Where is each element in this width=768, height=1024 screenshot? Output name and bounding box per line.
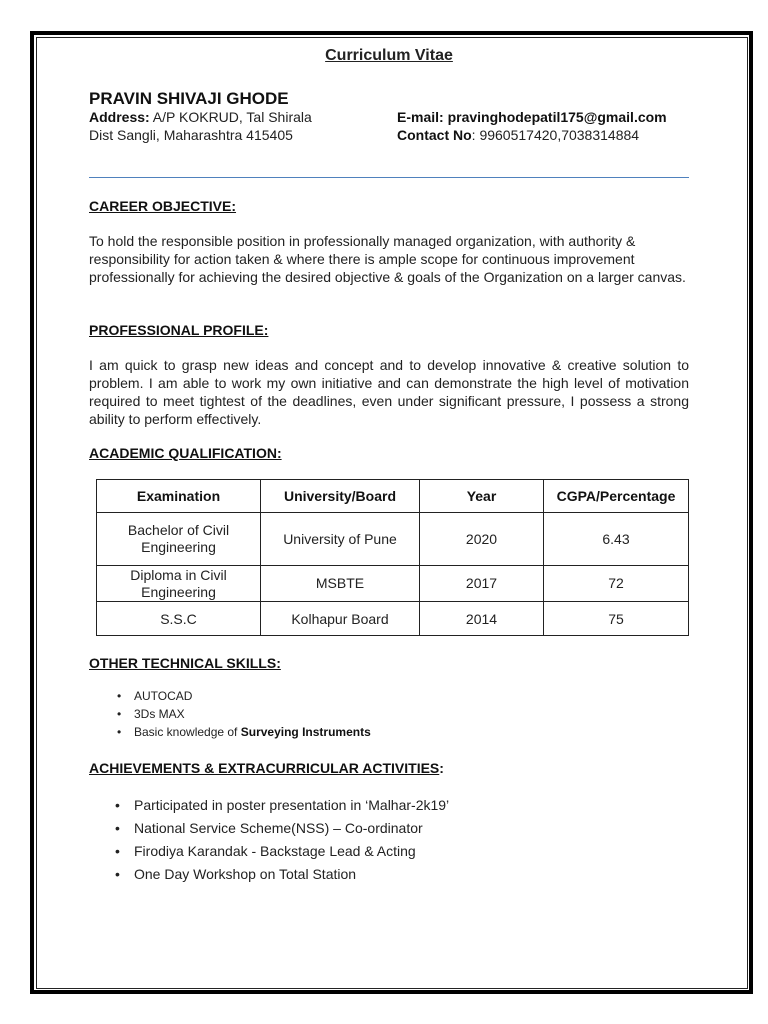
email-line xyxy=(397,109,667,125)
academic-heading: ACADEMIC QUALIFICATION: xyxy=(89,445,282,461)
exam-cell: S.S.C xyxy=(97,602,261,636)
professional-profile-text: I am quick to grasp new ideas and concept and to develop innovative & creative solution to problem. I am able to work my own initiative and can demonstrate the high level of motivation required to meet tightest of the deadlines, even under significant pressure, I possess a strong ability to perform effectively. xyxy=(89,357,689,427)
year-cell: 2017 xyxy=(420,566,544,602)
achievements-list xyxy=(89,794,449,886)
address-line-1 xyxy=(89,109,312,125)
list-item: • AUTOCAD xyxy=(117,689,193,703)
column-header: Year xyxy=(420,480,544,513)
board-cell: MSBTE xyxy=(261,566,420,602)
year-cell: 2014 xyxy=(420,602,544,636)
exam-cell: Bachelor of Civil Engineering xyxy=(97,513,261,566)
contact-label: Contact No xyxy=(397,127,472,143)
score-cell: 75 xyxy=(544,602,689,636)
list-item: • Firodiya Karandak - Backstage Lead & Acting xyxy=(89,840,449,863)
bullet-icon: • xyxy=(117,689,122,703)
table-row xyxy=(97,566,689,602)
list-item: • Basic knowledge of Surveying Instruments xyxy=(117,725,371,739)
skills-list xyxy=(89,687,371,741)
document-title: Curriculum Vitae xyxy=(325,47,453,64)
score-cell: 6.43 xyxy=(544,513,689,566)
list-item: • 3Ds MAX xyxy=(117,707,185,721)
contact-value: : 9960517420,7038314884 xyxy=(471,127,640,143)
skills-heading: OTHER TECHNICAL SKILLS: xyxy=(89,655,281,671)
table-row xyxy=(97,602,689,636)
address-label: Address: xyxy=(89,109,150,125)
career-objective-text: To hold the responsible position in professionally managed organization, with authority & responsibility for action taken & where there is ample scope for continuous improvement professionally for achieving the desired objective & goals of the Organization on a larger canvas. xyxy=(89,233,686,285)
table-header-row xyxy=(97,480,689,513)
list-item: • One Day Workshop on Total Station xyxy=(89,863,449,886)
bullet-icon: • xyxy=(115,820,120,836)
academic-table xyxy=(96,479,689,636)
contact-line xyxy=(397,127,639,143)
exam-cell: Diploma in Civil Engineering xyxy=(97,566,261,602)
address-value: A/P KOKRUD, Tal Shirala xyxy=(149,109,312,125)
bullet-icon: • xyxy=(117,725,122,739)
board-cell: Kolhapur Board xyxy=(261,602,420,636)
table-row xyxy=(97,513,689,566)
achievements-heading: ACHIEVEMENTS & EXTRACURRICULAR ACTIVITIES: xyxy=(89,760,444,776)
column-header: University/Board xyxy=(261,480,420,513)
email-label: E-mail: xyxy=(397,109,448,125)
column-header: Examination xyxy=(97,480,261,513)
career-objective-heading: CAREER OBJECTIVE: xyxy=(89,198,237,214)
year-cell: 2020 xyxy=(420,513,544,566)
email-value[interactable]: pravinghodepatil175@gmail.com xyxy=(447,109,667,125)
address-line-2: Dist Sangli, Maharashtra 415405 xyxy=(89,127,293,143)
bullet-icon: • xyxy=(117,707,122,721)
header-divider xyxy=(89,177,689,178)
board-cell: University of Pune xyxy=(261,513,420,566)
candidate-name: PRAVIN SHIVAJI GHODE xyxy=(89,89,289,108)
professional-profile-heading: PROFESSIONAL PROFILE: xyxy=(89,322,269,338)
bullet-icon: • xyxy=(115,797,120,813)
list-item: • National Service Scheme(NSS) – Co-ordinator xyxy=(89,817,449,840)
bullet-icon: • xyxy=(115,843,120,859)
column-header: CGPA/Percentage xyxy=(544,480,689,513)
list-item: • Participated in poster presentation in ‘Malhar-2k19’ xyxy=(89,794,449,817)
score-cell: 72 xyxy=(544,566,689,602)
bullet-icon: • xyxy=(115,866,120,882)
